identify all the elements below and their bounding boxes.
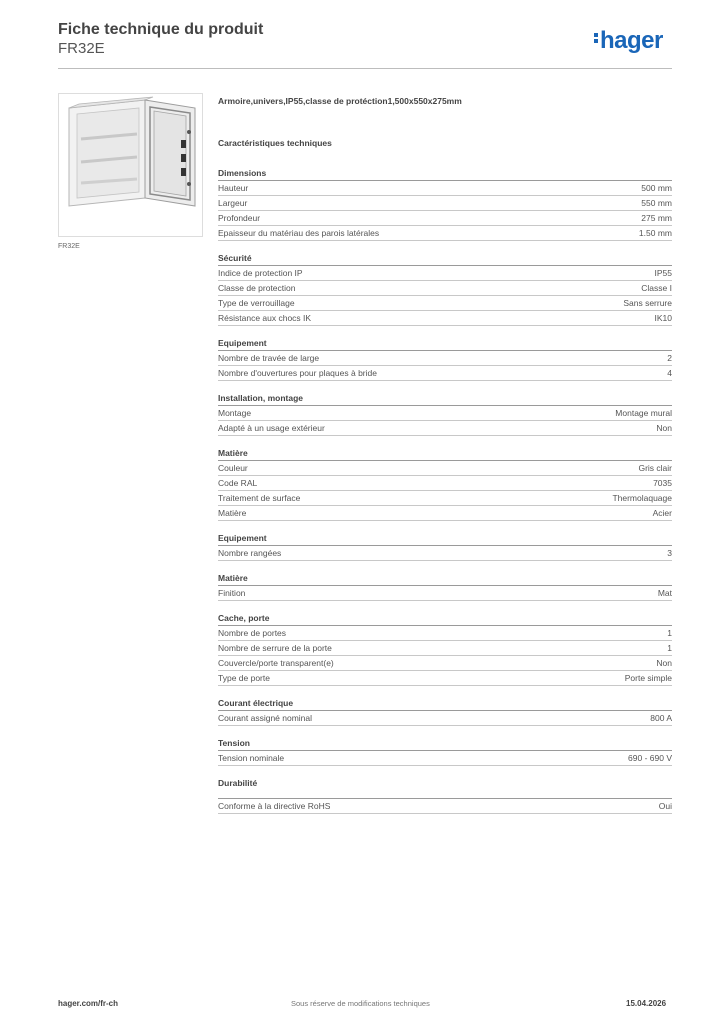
hager-logo[interactable] (594, 27, 663, 55)
spec-value: Classe I (641, 283, 672, 293)
spec-row (218, 366, 672, 381)
spec-label: Couvercle/porte transparent(e) (218, 658, 334, 668)
spec-label: Type de verrouillage (218, 298, 295, 308)
spec-row (218, 799, 672, 814)
spec-row (218, 461, 672, 476)
spec-section (218, 766, 672, 814)
section-title: Cache, porte (218, 601, 672, 626)
product-description: Armoire,univers,IP55,classe de protéction1,500x550x275mm (218, 96, 462, 106)
footer-date: 15.04.2026 (626, 999, 667, 1008)
spec-row (218, 546, 672, 561)
tech-characteristics-title: Caractéristiques techniques (218, 138, 332, 148)
spec-section (218, 521, 672, 561)
spec-row (218, 406, 672, 421)
spec-label: Couleur (218, 463, 248, 473)
spec-label: Conforme à la directive RoHS (218, 801, 331, 811)
spec-value: Non (656, 658, 672, 668)
spec-label: Finition (218, 588, 246, 598)
spec-value: Mat (657, 588, 672, 598)
spec-section (218, 241, 672, 326)
spec-row (218, 296, 672, 311)
spec-label: Matière (218, 508, 247, 518)
spec-row (218, 626, 672, 641)
spec-content (218, 96, 672, 814)
spec-label: Nombre de serrure de la porte (218, 643, 332, 653)
spec-row (218, 641, 672, 656)
spec-row (218, 266, 672, 281)
spec-label: Indice de protection IP (218, 268, 303, 278)
spec-label: Résistance aux chocs IK (218, 313, 312, 323)
cabinet-illustration-icon (59, 94, 202, 236)
image-caption: FR32E (58, 243, 80, 250)
section-title: Matière (218, 436, 672, 461)
spec-value: 550 mm (641, 198, 672, 208)
spec-value: 3 (667, 548, 672, 558)
spec-value: 1.50 mm (638, 228, 672, 238)
spec-value: Gris clair (638, 463, 672, 473)
spec-label: Nombre de travée de large (218, 353, 320, 363)
spec-row (218, 211, 672, 226)
spec-section (218, 726, 672, 766)
spec-label: Courant assigné nominal (218, 713, 313, 723)
header-divider (58, 68, 672, 69)
logo-dots-icon (594, 31, 598, 45)
spec-value: 1 (667, 628, 672, 638)
section-title: Matière (218, 561, 672, 586)
section-title: Dimensions (218, 156, 672, 181)
spec-section (218, 436, 672, 521)
spec-label: Nombre de portes (218, 628, 287, 638)
spec-row (218, 311, 672, 326)
spec-label: Hauteur (218, 183, 249, 193)
page-title: Fiche technique du produit (58, 21, 264, 38)
spec-row (218, 476, 672, 491)
spec-row (218, 196, 672, 211)
section-title: Sécurité (218, 241, 672, 266)
section-title: Equipement (218, 521, 672, 546)
spec-label: Adapté à un usage extérieur (218, 423, 325, 433)
spec-section (218, 326, 672, 381)
spec-label: Tension nominale (218, 753, 285, 763)
spec-value: 4 (667, 368, 672, 378)
spec-section (218, 381, 672, 436)
logo-text: hager (600, 27, 663, 54)
spec-value: Non (656, 423, 672, 433)
spec-label: Classe de protection (218, 283, 296, 293)
section-title: Tension (218, 726, 672, 751)
spec-row (218, 491, 672, 506)
spec-row (218, 751, 672, 766)
spec-value: 2 (667, 353, 672, 363)
spec-section (218, 601, 672, 686)
spec-label: Type de porte (218, 673, 270, 683)
footer-website[interactable]: hager.com/fr-ch (58, 999, 119, 1008)
spec-value: Oui (658, 801, 672, 811)
spec-value: 7035 (653, 478, 672, 488)
spec-label: Profondeur (218, 213, 261, 223)
spec-row (218, 421, 672, 436)
spec-section (218, 561, 672, 601)
spec-row (218, 506, 672, 521)
spec-row (218, 226, 672, 241)
spec-sections (218, 156, 672, 814)
spec-value: Montage mural (615, 408, 672, 418)
spec-row (218, 351, 672, 366)
spec-row (218, 181, 672, 196)
spec-row (218, 281, 672, 296)
spec-row (218, 586, 672, 601)
product-image (58, 93, 203, 237)
spec-label: Traitement de surface (218, 493, 301, 503)
spec-label: Nombre rangées (218, 548, 282, 558)
spec-section (218, 686, 672, 726)
spec-value: Sans serrure (623, 298, 672, 308)
spec-label: Largeur (218, 198, 248, 208)
section-title: Installation, montage (218, 381, 672, 406)
product-code: FR32E (58, 40, 105, 57)
spec-value: Thermolaquage (612, 493, 672, 503)
spec-value: Porte simple (624, 673, 672, 683)
spec-value: 690 - 690 V (628, 753, 672, 763)
spec-value: 1 (667, 643, 672, 653)
spec-label: Montage (218, 408, 252, 418)
spec-row (218, 671, 672, 686)
footer-disclaimer: Sous réserve de modifications techniques (291, 999, 430, 1008)
spec-value: 500 mm (641, 183, 672, 193)
spec-row (218, 656, 672, 671)
spec-value: Acier (652, 508, 672, 518)
spec-row (218, 711, 672, 726)
spec-label: Nombre d'ouvertures pour plaques à bride (218, 368, 377, 378)
spec-value: 275 mm (641, 213, 672, 223)
spec-value: IK10 (654, 313, 672, 323)
spec-section (218, 156, 672, 241)
section-title: Equipement (218, 326, 672, 351)
spec-value: 800 A (650, 713, 672, 723)
section-title: Durabilité (218, 766, 672, 799)
spec-label: Epaisseur du matériau des parois latérales (218, 228, 380, 238)
section-title: Courant électrique (218, 686, 672, 711)
spec-value: IP55 (654, 268, 672, 278)
spec-label: Code RAL (218, 478, 258, 488)
